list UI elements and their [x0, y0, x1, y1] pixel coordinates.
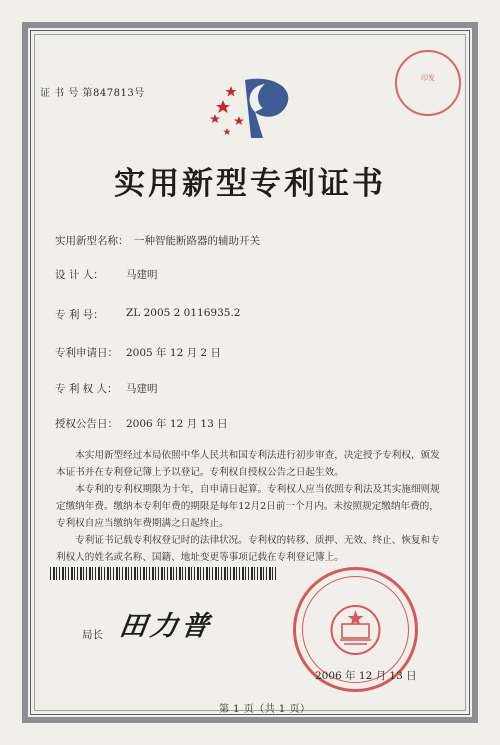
document-title: 实用新型专利证书: [114, 166, 386, 202]
director-signature: 田力普: [117, 611, 215, 642]
patentee-label: 专 利 权 人：: [55, 383, 118, 395]
certificate-number: 证 书 号 第847813号: [40, 88, 145, 99]
patent-number-value: ZL 2005 2 0116935.2: [126, 307, 241, 319]
body-paragraph-1: 本实用新型经过本局依照中华人民共和国专利法进行初步审查，决定授予专利权，颁发本证书并在专利登记簿上予以登记。专利权自授权公告之日起生效。: [56, 450, 440, 478]
patentee-value: 马建明: [126, 383, 158, 395]
page-info: 第 1 页（共 1 页）: [219, 704, 311, 715]
certificate-body: [56, 447, 444, 566]
patent-office-logo: [205, 72, 305, 142]
designer-label: 设 计 人：: [55, 269, 104, 281]
designer-value: 马建明: [126, 269, 158, 281]
director-label: 局长: [82, 629, 103, 641]
filing-date-value: 2005 年 12 月 2 日: [126, 347, 221, 359]
print-stamp: [395, 50, 461, 116]
barcode: [50, 567, 276, 580]
filing-date-label: 专利申请日：: [55, 347, 118, 359]
body-paragraph-3: 专利证书记载专利权登记时的法律状况。专利权的转移、质押、无效、终止、恢复和专利权人的姓名或名称、国籍、地址变更等事项记载在专利登记簿上。: [56, 535, 440, 563]
announce-date-value: 2006 年 12 月 13 日: [126, 418, 228, 430]
utility-name-value: 一种智能断路器的辅助开关: [134, 235, 260, 247]
announce-date-label: 授权公告日：: [55, 418, 118, 430]
utility-name-label: 实用新型名称：: [55, 235, 129, 247]
issue-date: 2006 年 12 月 13 日: [315, 670, 417, 682]
print-stamp-text: 印发: [421, 74, 435, 82]
body-paragraph-2: 本专利的专利权期限为十年，自申请日起算。专利权人应当依照专利法及其实施细则规定缴纳年费。缴纳本专利年费的期限是每年12月2日前一个月内。未按照规定缴纳年费的，专利权自应当缴纳年费期满之日起终止。: [56, 484, 440, 529]
patent-number-label: 专 利 号：: [55, 309, 104, 321]
